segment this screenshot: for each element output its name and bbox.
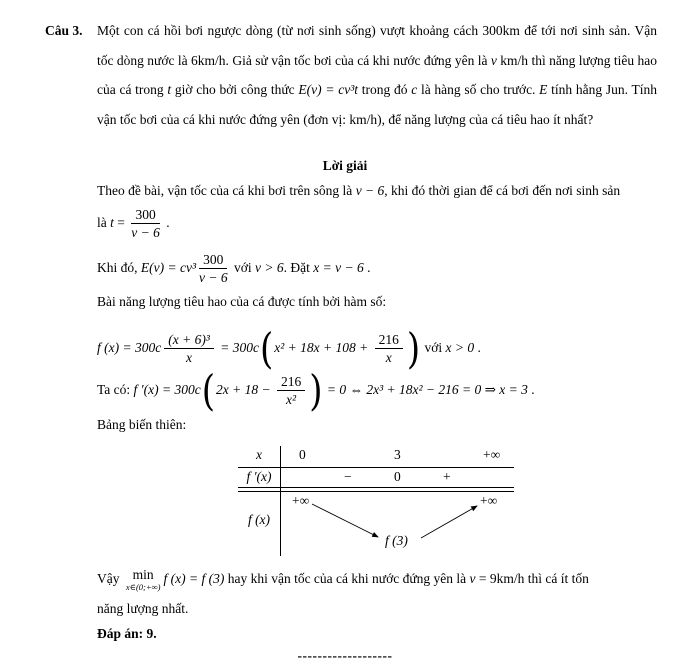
solution-line-1 [97,183,620,199]
fraction-denominator: x [385,350,392,366]
fraction-numerator: 300 [131,207,159,225]
min-subscript: x∈(0;+∞) [125,581,161,592]
right-paren: ) [309,365,323,416]
right-paren: ) [406,323,421,374]
p2-end: . [162,215,170,230]
solution-line-4: Bài năng lượng tiêu hao của cá được tính bởi hàm số: [97,294,387,309]
solution-conclusion-2: năng lượng nhất. [97,601,189,616]
p3-pre: Khi đó, [97,260,141,275]
solution-conclusion [97,567,589,591]
math-var-v2: v [469,571,476,586]
decreasing-arrow [312,504,378,537]
solution-line-5: Bảng biến thiên: [97,417,187,432]
math-var-t2: t [110,215,114,230]
bbt-limit-right: +∞ [480,493,498,508]
solution-line-3 [97,248,370,288]
fraction-216-over-x [375,332,403,366]
bbt-sign-minus: − [344,469,352,484]
math-fprime-inner: 2x + 18 − [215,382,274,397]
p3-dat: . Đặt [283,260,314,275]
question-seg3: giờ cho bởi công thức [171,82,299,97]
math-fx-eq-f3: f (x) = f (3) [163,571,225,586]
p6-seg2: hay khi vận tốc của cá khi nước đứng yên là [224,571,470,586]
fraction-x-plus-6-cubed-over-x [164,332,214,366]
p2-eq: = [113,215,129,230]
math-fprime-lhs: f ′(x) = 300c [133,382,201,397]
math-var-v: v [490,52,497,68]
bbt-sign-zero: 0 [394,469,401,484]
math-formula-E: E(v) = cv³t [298,82,359,97]
p6-m2-rest: = 9km/h [475,571,525,586]
math-fx-lhs: f (x) = 300c [97,340,162,355]
p1-seg1: Theo đề bài, vận tốc của cá khi bơi trên sông là [97,183,356,198]
fraction-216-over-x-squared [277,374,305,408]
fraction-numerator: 300 [199,252,227,270]
fraction-300-over-v-minus-6 [131,207,160,241]
fraction-denominator: x [186,350,193,366]
fraction-denominator: v − 6 [131,225,160,241]
p1-seg2: , khi đó thời gian để cá bơi đến nơi sinh sản [384,183,621,198]
math-fx-inner: x² + 18x + 108 + [274,340,372,355]
math-v-gt-6: v > 6 [255,260,284,275]
bbt-x-value-0: 0 [299,447,306,462]
answer-line: Đáp án: 9. [97,626,157,641]
min-operator [126,568,161,591]
solution-heading: Lời giải [322,158,368,173]
math-fprime-rhs: = 0 ⇔ 2x³ + 18x² − 216 = 0 ⇒ x = 3 [323,382,528,397]
p2-pre: là [97,215,111,230]
variation-table [238,446,514,560]
math-E-of-v: E(v) = cv³ [140,260,196,275]
fraction-numerator: (x + 6)³ [164,332,214,350]
fraction-300-over-v-minus-6-b [199,252,228,286]
question-text [97,16,657,134]
solution-formula-fprime [97,365,535,416]
math-var-t: t [167,82,172,97]
dashed-divider: ------------------- [297,648,393,663]
f2-end: . [527,382,535,397]
left-paren: ( [201,365,215,416]
bbt-limit-left: +∞ [292,493,310,508]
math-var-E: E [539,82,548,97]
f1-end: . [474,340,481,355]
fraction-numerator: 216 [375,332,403,350]
bbt-x-value-inf: +∞ [483,447,501,462]
math-x-eq-v-minus-6: x = v − 6 [313,260,364,275]
bbt-x-header: x [256,447,262,462]
question-seg5: là hàng số cho trước. [417,82,540,97]
bbt-sign-plus: + [443,469,451,484]
solution-line-2 [97,203,170,243]
left-paren: ( [259,323,274,374]
bbt-fprime-label: f ′(x) [246,469,272,484]
fraction-denominator: v − 6 [199,270,228,286]
p3-end: . [363,260,371,275]
fraction-numerator: 216 [277,374,305,392]
question-number: Câu 3. [45,23,83,38]
math-v-minus-6: v − 6 [355,183,385,198]
math-fx-mid: = 300c [216,340,259,355]
bbt-f-label: f (x) [247,512,271,527]
p6-seg3: thì cá ít tốn [524,571,589,586]
fraction-denominator: x² [286,392,297,408]
p3-voi: với [230,260,255,275]
min-label: min [132,567,154,583]
bbt-x-value-3: 3 [394,447,401,462]
p6-pre: Vậy [97,571,123,586]
solution-formula-fx [97,323,481,374]
bbt-min-value: f (3) [385,533,408,548]
question-seg2: km/h thì năng lượng tiêu hao của cá trong [97,52,657,97]
f2-label: Ta có: [97,382,134,397]
question-seg1: Một con cá hồi bơi ngược dòng (từ nơi sinh sống) vượt khoảng cách 300km để tới nơi sinh sản. Vận tốc dòng nước là 6km/h. Giả sử vận tốc bơi của cá khi nước đứng yên là [97,23,657,68]
variation-arrows [238,446,514,560]
f1-voi: với [421,340,446,355]
increasing-arrow [421,506,477,538]
question-seg6: tính hằng Jun. Tính vận tốc bơi của cá khi nước đứng yên (đơn vị: km/h), để năng lượng của cá tiêu hao ít nhất? [97,82,657,127]
question-block [45,16,657,134]
question-seg4: trong đó [358,82,412,97]
math-x-gt-0: x > 0 [445,340,475,355]
math-var-c: c [411,82,418,97]
